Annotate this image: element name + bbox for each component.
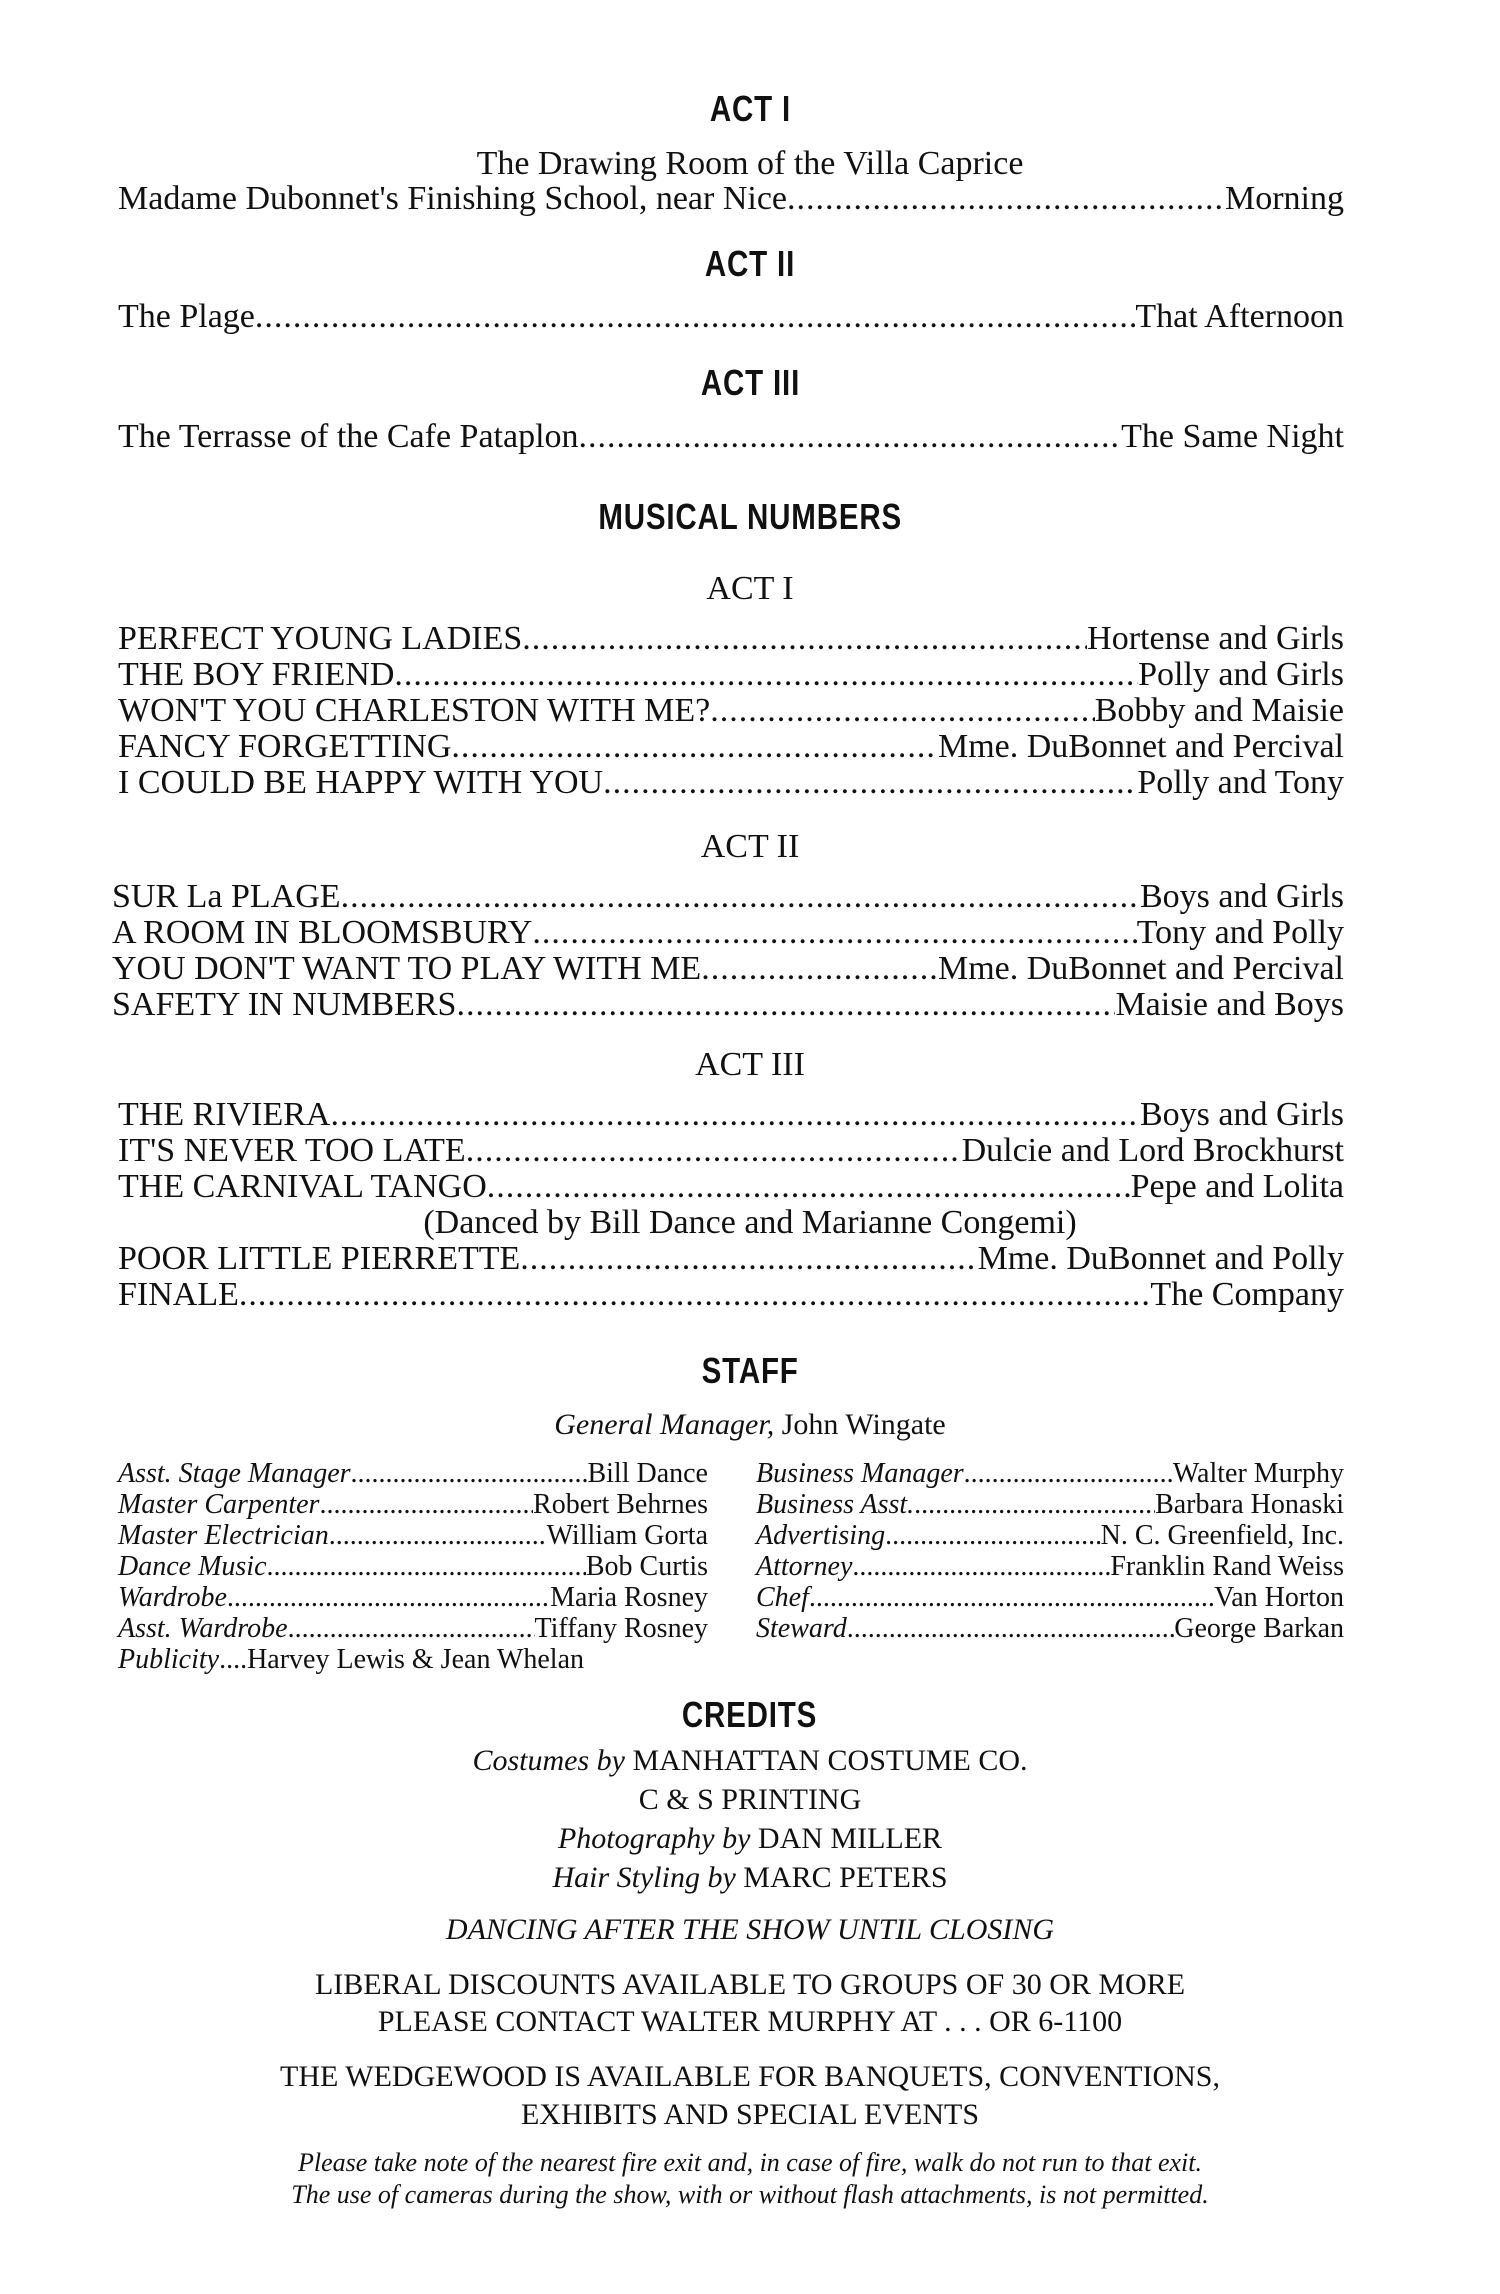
staff-row: Chef ..... Van Horton [756,1582,1344,1614]
wedgewood-notice-line2: EXHIBITS AND SPECIAL EVENTS [520,2098,980,2131]
camera-notice: The use of cameras during the show, with or without flash attachments, is not permitted. [291,2180,1209,2209]
musical-act1-label: ACT I [706,570,794,607]
act1-setting-row: Madame Dubonnet's Finishing School, near Nice ..... Morning [118,180,1344,218]
credits-title: CREDITS [682,1694,818,1735]
song-row: THE CARNIVAL TANGO ..... Pepe and Lolita [118,1168,1344,1206]
staff-row: Wardrobe ..... Maria Rosney [118,1582,708,1614]
staff-title: STAFF [701,1350,799,1391]
fire-exit-notice: Please take note of the nearest fire exit and, in case of fire, walk do not run to that exit. [297,2148,1203,2177]
discount-notice-line1: LIBERAL DISCOUNTS AVAILABLE TO GROUPS OF 30 OR MORE [314,1968,1186,2001]
staff-row: Steward ..... George Barkan [756,1613,1344,1645]
staff-row: Master Electrician ..... William Gorta [118,1520,708,1552]
staff-row: Asst. Stage Manager ..... Bill Dance [118,1458,708,1490]
credit-costumes: Costumes by MANHATTAN COSTUME CO. [472,1744,1028,1777]
act1-heading: ACT I [709,88,791,129]
song-row: THE BOY FRIEND ..... Polly and Girls [118,656,1344,694]
act3-setting-row: The Terrasse of the Cafe Pataplon ..... The Same Night [118,418,1344,456]
song-row: I COULD BE HAPPY WITH YOU ..... Polly and Tony [118,764,1344,802]
staff-row: Asst. Wardrobe ..... Tiffany Rosney [118,1613,708,1645]
song-row: WON'T YOU CHARLESTON WITH ME? ..... Bobby and Maisie [118,692,1344,730]
tango-dancers-note: (Danced by Bill Dance and Marianne Congemi) [423,1204,1077,1241]
musical-act2-label: ACT II [700,828,800,865]
discount-notice-line2: PLEASE CONTACT WALTER MURPHY AT . . . OR 6-1100 [377,2005,1123,2038]
act3-heading: ACT III [700,362,800,403]
credit-printing: C & S PRINTING [638,1783,862,1816]
song-row: A ROOM IN BLOOMSBURY ..... Tony and Polly [112,914,1344,952]
musical-act3-label: ACT III [695,1046,805,1083]
credit-hair: Hair Styling by MARC PETERS [552,1861,948,1894]
song-row: POOR LITTLE PIERRETTE ..... Mme. DuBonnet and Polly [118,1240,1344,1278]
staff-row: Dance Music ..... Bob Curtis [118,1551,708,1583]
credit-photography: Photography by DAN MILLER [557,1822,943,1855]
song-row: THE RIVIERA ..... Boys and Girls [118,1096,1344,1134]
song-row: FINALE ..... The Company [118,1276,1344,1314]
song-row: FANCY FORGETTING ..... Mme. DuBonnet and Percival [118,728,1344,766]
song-row: IT'S NEVER TOO LATE ..... Dulcie and Lord Brockhurst [118,1132,1344,1170]
wedgewood-notice-line1: THE WEDGEWOOD IS AVAILABLE FOR BANQUETS, CONVENTIONS, [280,2060,1220,2093]
staff-row: Business Asst. ..... Barbara Honaski [756,1489,1344,1521]
song-row: YOU DON'T WANT TO PLAY WITH ME ..... Mme. DuBonnet and Percival [112,950,1344,988]
act2-setting-row: The Plage ..... That Afternoon [118,298,1344,336]
staff-row: Advertising ..... N. C. Greenfield, Inc. [756,1520,1344,1552]
general-manager-line: General Manager, John Wingate [554,1408,946,1441]
staff-row-publicity: Publicity .... Harvey Lewis & Jean Whelan [118,1644,584,1675]
song-row: SAFETY IN NUMBERS ..... Maisie and Boys [112,986,1344,1024]
staff-row: Attorney ..... Franklin Rand Weiss [756,1551,1344,1583]
staff-row: Business Manager ..... Walter Murphy [756,1458,1344,1490]
dancing-notice: DANCING AFTER THE SHOW UNTIL CLOSING [445,1913,1055,1946]
staff-row: Master Carpenter ..... Robert Behrnes [118,1489,708,1521]
act1-location: The Drawing Room of the Villa Caprice [476,145,1024,182]
song-row: PERFECT YOUNG LADIES ..... Hortense and Girls [118,620,1344,658]
musical-numbers-title: MUSICAL NUMBERS [598,496,902,537]
song-row: SUR La PLAGE ..... Boys and Girls [112,878,1344,916]
act2-heading: ACT II [704,243,796,284]
